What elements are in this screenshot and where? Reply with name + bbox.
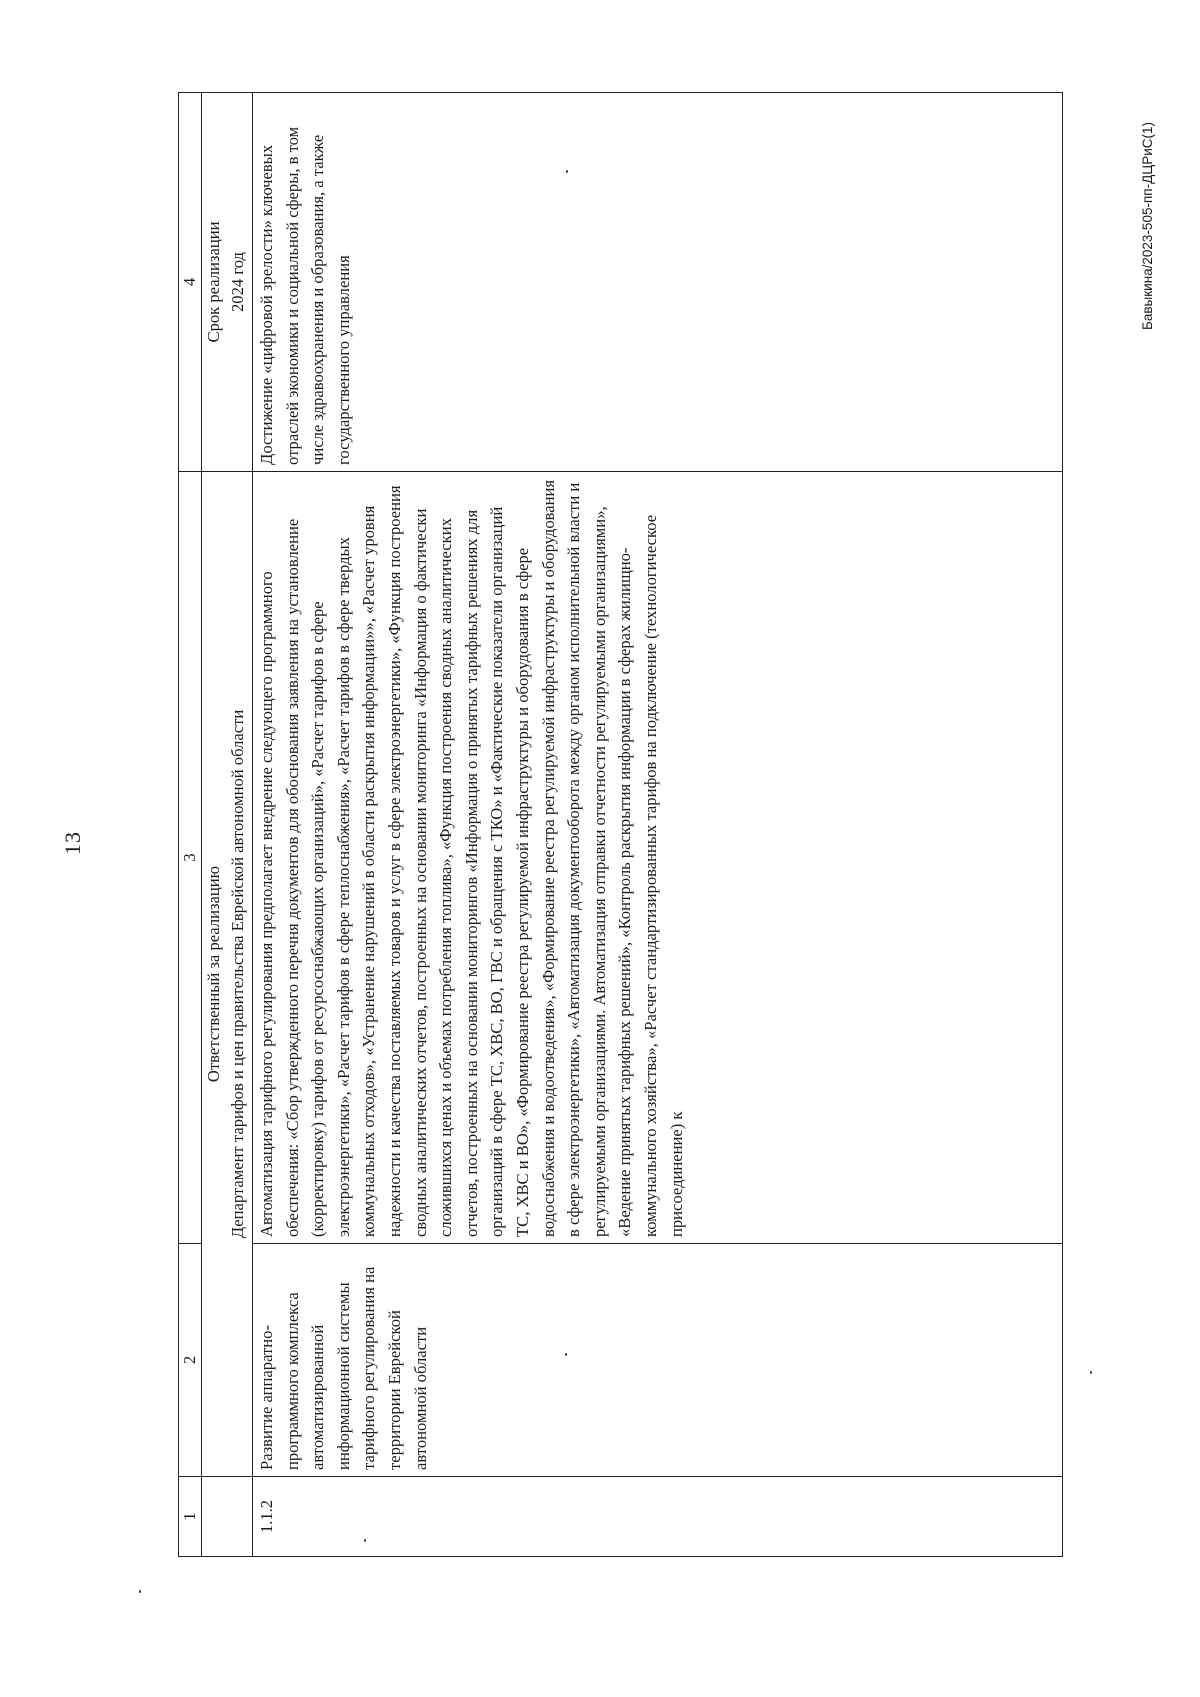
responsible-heading: Ответственный за реализацию	[204, 865, 223, 1083]
responsible-cell	[202, 472, 253, 1477]
responsible-spacer-cell	[202, 1477, 253, 1557]
responsible-org: Департамент тарифов и цен правительства Еврейской автономной области	[228, 709, 247, 1239]
measures-table-container	[178, 93, 1063, 1557]
table-row	[253, 93, 1063, 1557]
column-number-1: 1	[179, 1477, 202, 1557]
measure-description: Автоматизация тарифного регулирования предполагает внедрение следующего программного обеспечения: «Сбор утвержденного перечня документов для обоснования заявления на установление (корректировку) тарифов от ресурсоснабжающих организаций», «Расчет тарифов в сфере электроэнергетики», «Расчет тарифов в сфере теплоснабжения», «Расчет тарифов в сфере твердых коммунальных отходов», «Устранение нарушений в области раскрытия информации»», «Расчет уровня надежности и качества поставляемых товаров и услуг в сфере электроэнергетики», «Функция построения сводных аналитических отчетов, построенных на основании мониторинга «Информация о фактически сложившихся ценах и объемах потребления топлива», «Функция построения сводных аналитических отчетов, построенных на основании мониторингов «Информация о принятых тарифных решениях для организаций в сфере ТС, ХВС, ВО, ГВС и обращения с ТКО» и «Фактические показатели организаций ТС, ХВС и ВО», «Формирование реестра регулируемой инфраструктуры и оборудования в сфере водоснабжения и водоотведения», «Формирование реестра регулируемой инфраструктуры и оборудования в сфере электроэнергетики», «Автоматизация документооборота между органом исполнительной власти и регулируемыми организациями. Автоматизация отправки отчетности регулируемыми организациями», «Ведение принятых тарифных решений», «Контроль раскрытия информации в сферах жилищно-коммунального хозяйства», «Расчет стандартизированных тарифов на подключение (технологическое присоединение) к	[253, 472, 1063, 1244]
column-number-4: 4	[179, 93, 202, 472]
column-number-row	[179, 93, 202, 1557]
column-number-3: 3	[179, 472, 202, 1244]
row-number: 1.1.2	[253, 1477, 1063, 1557]
period-year: 2024 год	[228, 252, 247, 312]
measures-table	[178, 92, 1063, 1557]
scan-speck	[1090, 1371, 1092, 1374]
document-code: Бавыкина/2023-505-пп-ДЦРиС(1)	[1140, 122, 1155, 330]
scan-speck	[139, 1590, 141, 1593]
page-number: 13	[60, 831, 85, 855]
period-cell	[202, 93, 253, 472]
expected-result: Достижение «цифровой зрелости» ключевых отраслей экономики и социальной сферы, в том числе здравоохранения и образования, а также государственного управления	[253, 93, 1063, 472]
column-number-2: 2	[179, 1244, 202, 1477]
period-heading: Срок реализации	[204, 221, 223, 343]
measure-name: Развитие аппаратно-программного комплекса автоматизированной информационной системы тарифного регулирования на территории Еврейской автономной области	[253, 1244, 1063, 1477]
responsible-row	[202, 93, 253, 1557]
